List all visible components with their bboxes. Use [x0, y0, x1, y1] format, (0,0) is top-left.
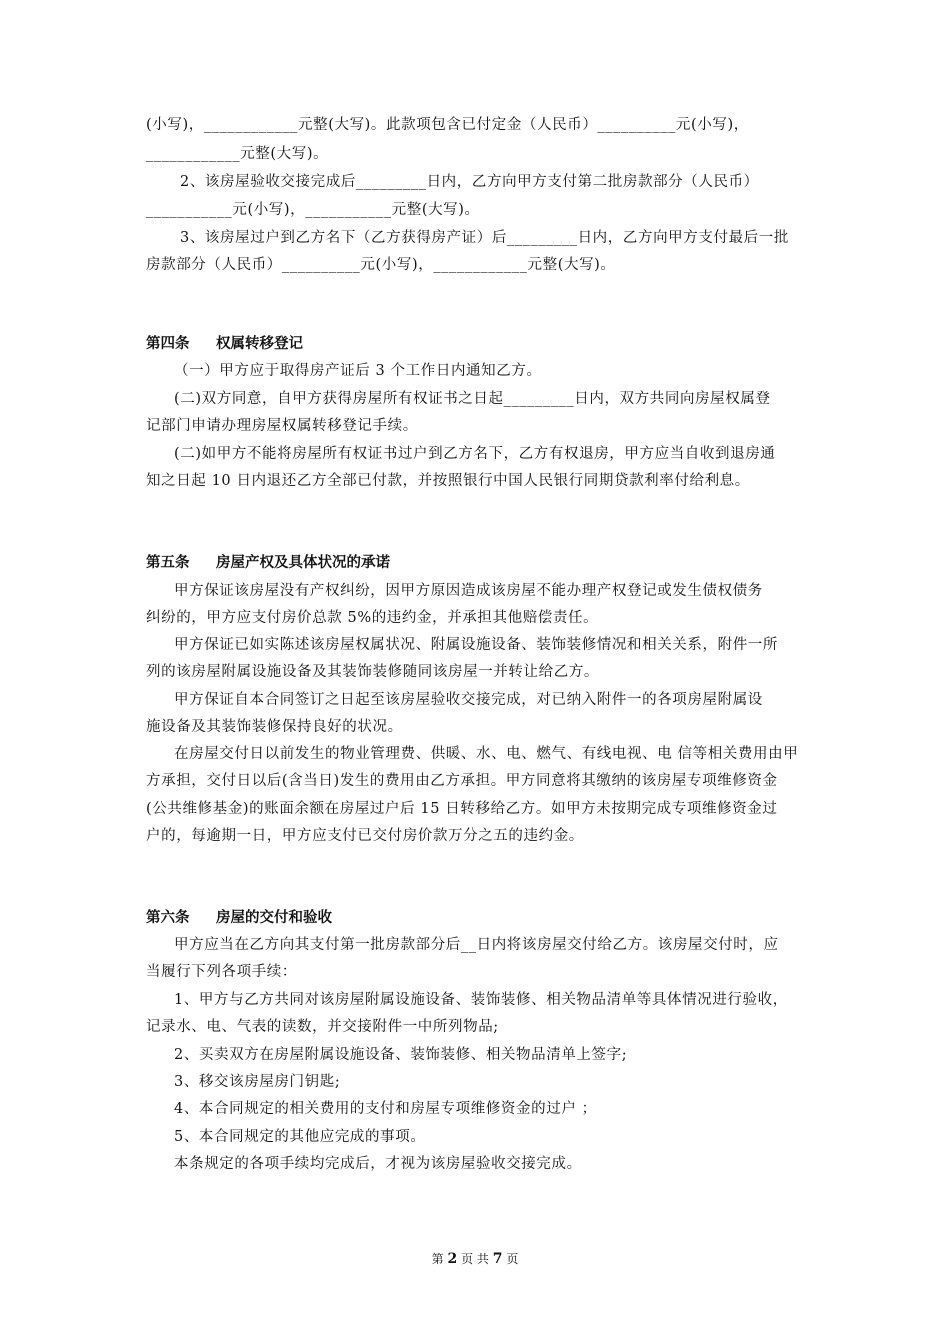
article-5-line-8: 方承担，交付日以后(含当日)发生的费用由乙方承担。甲方同意将其缴纳的该房屋专项维修资金	[146, 773, 778, 789]
article-4-number: 第四条	[146, 336, 190, 352]
article-4-title: 权属转移登记	[216, 336, 303, 352]
payment-line-2: ____________元整(大写)。	[146, 146, 329, 162]
article-6-line-1: 甲方应当在乙方向其支付第一批房款部分后__日内将该房屋交付给乙方。该房屋交付时，应	[174, 937, 779, 953]
article-4-line-2: (二)双方同意，自甲方获得房屋所有权证书之日起_________日内，双方共同向房屋权属登	[174, 391, 771, 407]
article-6-line-7: 4、本合同规定的相关费用的支付和房屋专项维修资金的过户 ；	[174, 1101, 597, 1117]
article-6-number: 第六条	[146, 910, 190, 926]
article-4-line-5: 知之日起 10 日内退还乙方全部已付款，并按照银行中国人民银行同期贷款利率付给利息。	[146, 473, 750, 489]
payment-line-3: 2、该房屋验收交接完成后_________日内，乙方向甲方支付第二批房款部分（人民币）	[180, 174, 759, 190]
article-6-line-6: 3、移交该房屋房门钥匙;	[174, 1074, 341, 1090]
article-6-heading	[146, 907, 332, 929]
article-5-line-1: 甲方保证该房屋没有产权纠纷，因甲方原因造成该房屋不能办理产权登记或发生债权债务	[174, 583, 763, 599]
article-4-line-3: 记部门申请办理房屋权属转移登记手续。	[146, 418, 418, 434]
article-5-line-4: 列的该房屋附属设施设备及其装饰装修随同该房屋一并转让给乙方。	[146, 664, 599, 680]
article-5-number: 第五条	[146, 555, 190, 571]
payment-line-5: 3、该房屋过户到乙方名下（乙方获得房产证）后_________日内，乙方向甲方支付最后一批	[180, 230, 789, 246]
article-5-line-3: 甲方保证已如实陈述该房屋权属状况、附属设施设备、装饰装修情况和相关关系，附件一所	[174, 637, 778, 653]
article-4-line-4: (二)如甲方不能将房屋所有权证书过户到乙方名下，乙方有权退房，甲方应当自收到退房通	[174, 446, 776, 462]
footer-prefix: 第	[431, 1252, 444, 1266]
article-6-line-5: 2、买卖双方在房屋附属设施设备、装饰装修、相关物品清单上签字;	[174, 1047, 628, 1063]
article-4-heading	[146, 333, 303, 355]
article-5-line-7: 在房屋交付日以前发生的物业管理费、供暖、水、电、燃气、有线电视、电 信等相关费用由甲	[174, 746, 799, 762]
article-4-line-1: （一）甲方应于取得房产证后 3 个工作日内通知乙方。	[174, 363, 542, 379]
article-5-line-10: 户的，每逾期一日，甲方应支付已交付房价款万分之五的违约金。	[146, 828, 584, 844]
article-5-line-5: 甲方保证自本合同签订之日起至该房屋验收交接完成，对已纳入附件一的各项房屋附属设	[174, 692, 763, 708]
article-6-line-3: 1、甲方与乙方共同对该房屋附属设施设备、装饰装修、相关物品清单等具体情况进行验收，	[174, 992, 788, 1008]
article-6-line-4: 记录水、电、气表的读数，并交接附件一中所列物品;	[146, 1019, 499, 1035]
payment-line-1: (小写)，____________元整(大写)。此款项包含已付定金（人民币）__________元(小写)，	[146, 117, 749, 133]
article-5-title: 房屋产权及具体状况的承诺	[216, 555, 390, 571]
footer-page-number: 2	[447, 1251, 458, 1267]
footer-middle: 页 共	[461, 1252, 489, 1266]
article-5-line-2: 纠纷的，甲方应支付房价总款 5%的违约金，并承担其他赔偿责任。	[146, 610, 599, 626]
footer-suffix: 页	[506, 1252, 519, 1266]
payment-line-4: ___________元(小写)，___________元整(大写)。	[146, 202, 480, 218]
payment-line-6: 房款部分（人民币）__________元(小写)，____________元整(大写)。	[146, 257, 616, 273]
article-5-line-6: 施设备及其装饰装修保持良好的状况。	[146, 719, 403, 735]
article-6-line-8: 5、本合同规定的其他应完成的事项。	[174, 1129, 426, 1145]
article-6-line-2: 当履行下列各项手续：	[146, 964, 297, 980]
article-6-line-9: 本条规定的各项手续均完成后，才视为该房屋验收交接完成。	[174, 1156, 582, 1172]
article-6-title: 房屋的交付和验收	[216, 910, 332, 926]
page-footer	[0, 1250, 950, 1267]
footer-total-pages: 7	[492, 1251, 503, 1267]
article-5-line-9: (公共维修基金)的账面余额在房屋过户后 15 日转移给乙方。如甲方未按期完成专项维修资金过	[146, 801, 778, 817]
article-5-heading	[146, 552, 390, 574]
